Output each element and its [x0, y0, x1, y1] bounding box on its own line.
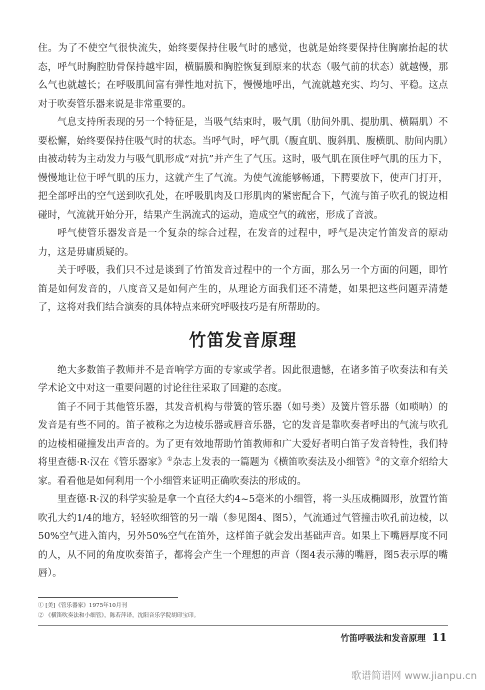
- paragraph-1: 住。为了不使空气很快流失，始终要保持住吸气时的感觉，也就是始终要保持住胸廓抬起的状态，呼气时胸腔肋骨保持越牢固，横膈膜和胸腔恢复到原来的状态（吸气前的状态）就越慢，那么气也就越长；在呼吸肌间富有弹性地对抗下，慢慢地呼出，气流就越充实、均匀、平稳。这点对于吹奏管乐器来说是非常重要的。: [38, 43, 448, 110]
- paragraph-3: 呼气使管乐器发音是一个复杂的综合过程，在发音的过程中，呼气是决定竹笛发音的原动力，这是毋庸质疑的。: [38, 228, 448, 258]
- paragraph-6: [38, 399, 448, 492]
- paragraph-6-part-b: 杂志上发表的一篇题为《横笛吹奏法及小细管》: [172, 457, 376, 468]
- footnotes: [38, 601, 338, 621]
- running-title: 竹笛呼吸法和发音原理: [340, 634, 426, 644]
- paragraph-7: 里查德·R·汉的科学实验是拿一个直径大约4~5毫米的小细管，将一头压成椭圆形，放置竹笛吹孔大约1/4的地方，轻轻吹细管的另一端（参见图4、图5），气流通过气管撞击吹孔前边棱，以50%空气进入笛内，另外50%空气在笛外，这样笛子就会发出基础声音。如果上下嘴唇厚度不同的人，从不同的角度吹奏笛子，都将会产生一个理想的声音（图4表示薄的嘴唇，图5表示厚的嘴唇）。: [38, 494, 448, 579]
- paragraph-6-part-a: 笛子不同于其他管乐器，其发音机构与带簧的管乐器（如号类）及簧片管乐器（如唢呐）的发音是有些不同的。笛子被称之为边棱乐器或唇音乐器，它的发音是靠吹奏者呼出的气流与吹孔的边棱相碰撞发出声音的。为了更有效地帮助竹笛教师和广大爱好者明白笛子发音特性，我们特将里查德·R·汉在《管乐器家》: [38, 401, 448, 468]
- paragraph-4: 关于呼吸，我们只不过是谈到了竹笛发音过程中的一个方面，那么另一个方面的问题，即竹笛是如何发音的，八度音又是如何产生的，从理论方面我们还不清楚，如果把这些问题弄清楚了，这将对我们结合演奏的具体特点来研究呼吸技巧是有所帮助的。: [38, 265, 448, 313]
- footnote-ref-2: ②: [375, 455, 381, 463]
- section-heading: 竹笛发音原理: [189, 330, 297, 351]
- page-number: 11: [431, 631, 447, 644]
- paragraph-5: 绝大多数笛子教师并不是音响学方面的专家或学者。因此很遗憾，在诸多笛子吹奏法和有关学术论文中对这一重要问题的讨论往往采取了回避的态度。: [38, 364, 448, 394]
- site-watermark: 歌谱简谱网 www.jianpu.cn: [351, 671, 477, 682]
- footnote-2: ② 《横笛吹奏法和小细管》，陈若萍译，沈阳音乐学院胡印宝印。: [38, 613, 200, 619]
- footnote-divider: [38, 597, 178, 598]
- footnote-1: ① [美]《管乐器家》1975年10月刊: [38, 603, 128, 609]
- body-text: [38, 40, 448, 584]
- footer-divider: [38, 625, 448, 626]
- paragraph-2: 气息支持所表现的另一个特征是，当吸气结束时，吸气肌（肋间外肌、提肋肌、横隔肌）不要松懈，始终要保持住吸气时的状态。当呼气时，呼气肌（腹直肌、腹斜肌、腹横肌、肋间内肌）由被动转为主动发力与吸气肌形成“对抗”并产生了气压。这时，吸气肌在顶住呼气肌的压力下，慢慢地让位于呼气肌的压力，这就产生了气流。为使气流能够畅通，下腭要放下，使声门打开，把全部呼出的空气送到吹孔处，在呼吸肌肉及口形肌肉的紧密配合下，气流与笛子吹孔的锐边相碰时，气流就开始分开，结果产生涡流式的运动，造成空气的疏密，形成了音波。: [38, 117, 448, 221]
- page-footer: [341, 631, 447, 644]
- footnote-ref-1: ①: [167, 455, 173, 463]
- paragraph-6-part-c: 的文章介绍给大家。看看他是如何利用一个小细管来证明正确吹奏法的形成的。: [38, 457, 449, 487]
